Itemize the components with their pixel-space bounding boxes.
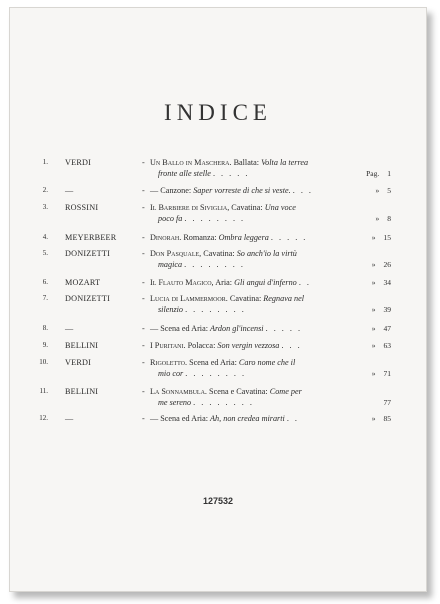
ditto-mark: » [375,186,380,195]
description-line [150,397,350,408]
page-number: 5 [387,186,391,195]
work-title: Don Pasquale, [150,249,202,258]
entry-description [150,357,350,379]
work-title: Rigoletto. [150,358,188,367]
entry-number: 4. [42,233,48,241]
entry-description [150,386,350,408]
piece-type: Scena ed Aria: [160,414,208,423]
description-line [150,233,307,242]
ditto-mark: » [371,233,376,242]
aria-incipit-continued: me sereno [158,398,192,407]
composer-name: — [65,186,74,195]
leader-dots: . . [286,414,299,423]
description-line [150,186,313,195]
work-title: I Puritani. [150,341,186,350]
aria-incipit-continued: magica [158,260,183,269]
entry-description [150,340,350,351]
page-reference [348,168,391,179]
entry-number: 3. [42,203,48,211]
page-reference [348,232,391,243]
leader-dots: . . . . . . . . [185,369,246,378]
entry-number: 12. [39,414,48,422]
piece-type: Cavatina: [231,203,263,212]
description-line [150,414,299,423]
leader-dots: . . . . . . . . [185,305,246,314]
piece-type: Polacca: [187,341,216,350]
composer-name: ROSSINI [65,203,99,212]
aria-incipit-continued: mio cor [158,369,184,378]
ditto-mark: » [371,341,376,350]
index-page [9,7,427,592]
page-number: 71 [383,369,391,378]
entry-number: 10. [39,358,48,366]
entry-number: 2. [42,186,48,194]
work-title: La Sonnambula. [150,387,207,396]
entry-description [150,293,350,315]
leader-dots: . . . . . . . . [193,398,254,407]
ditto-mark: » [371,324,376,333]
page-number: 1 [387,169,391,178]
description-line [150,387,302,396]
ditto-mark: » [371,278,376,287]
entry-description [150,248,350,270]
page-reference [348,397,391,408]
description-line [150,249,297,258]
entry-dash: - [142,233,145,242]
ditto-mark: » [375,214,380,223]
entry-number: 9. [42,341,48,349]
ditto-mark: » [371,260,376,269]
piece-type: Cavatina: [203,249,235,258]
entry-dash: - [142,249,145,258]
page-reference [348,259,391,270]
work-title: Dinorah. [150,233,182,242]
entry-number: 8. [42,324,48,332]
description-line [150,259,350,270]
work-title: — [150,414,159,423]
page-reference [348,277,391,288]
page-number: 39 [383,305,391,314]
page-title: INDICE [164,100,272,125]
entry-dash: - [142,324,145,333]
piece-type: Romanza: [183,233,217,242]
entry-dash: - [142,278,145,287]
description-line [150,213,350,224]
description-line [150,324,302,333]
composer-name: — [65,414,74,423]
entry-dash: - [142,294,145,303]
entry-description [150,185,350,196]
leader-dots: . . . . . [265,324,303,333]
aria-incipit: Ardon gl'incensi [210,324,264,333]
composer-name: VERDI [65,158,92,167]
piece-type: Scena ed Aria: [160,324,208,333]
ditto-mark: » [371,414,376,423]
page-number: 85 [383,414,391,423]
plate-number: 127532 [202,496,234,506]
description-line [150,158,308,167]
entry-dash: - [142,387,145,396]
description-line [150,203,296,212]
leader-dots: . . . [292,186,313,195]
aria-incipit-continued: poco fa [158,214,183,223]
composer-name: BELLINI [65,341,99,350]
description-line [150,278,311,287]
work-title: Il Flauto Magico, [150,278,214,287]
aria-incipit: Gli angui d'inferno [234,278,297,287]
composer-name: MOZART [65,278,101,287]
work-title: — [150,186,159,195]
description-line [150,304,350,315]
entry-dash: - [142,358,145,367]
page-number: 77 [383,398,391,407]
page-number: 47 [383,324,391,333]
page-reference [348,185,391,196]
page-reference [348,213,391,224]
aria-incipit: Son vergin vezzosa [217,341,280,350]
page-reference [348,304,391,315]
page-reference [348,340,391,351]
composer-name: DONIZETTI [65,294,110,303]
entry-number: 11. [39,387,48,395]
description-line [150,168,350,179]
page-reference [348,323,391,334]
page-reference [348,368,391,379]
entry-description [150,323,350,334]
entry-dash: - [142,203,145,212]
aria-incipit: So anch'io la virtù [236,249,297,258]
piece-type: Aria: [215,278,233,287]
ditto-mark: » [371,369,376,378]
entry-description [150,232,350,243]
aria-incipit: Regnava nel [263,294,304,303]
piece-type: Scena e Cavatina: [209,387,268,396]
page-number: 63 [383,341,391,350]
entry-description [150,202,350,224]
ditto-mark: » [371,305,376,314]
piece-type: Scena ed Aria: [189,358,237,367]
entry-description [150,413,350,424]
leader-dots: . . . . . [212,169,250,178]
leader-dots: . . . . . . . . [184,214,246,223]
page-reference [348,413,391,424]
description-line [150,358,295,367]
piece-type: Ballata: [233,158,260,167]
description-line [150,294,304,303]
work-title: Lucia di Lammermoor. [150,294,228,303]
entry-number: 6. [42,278,48,286]
aria-incipit-continued: fronte alle stelle [158,169,211,178]
piece-type: Canzone: [160,186,192,195]
leader-dots: . . . . . [270,233,308,242]
aria-incipit-continued: silenzio [158,305,184,314]
aria-incipit: Saper vorreste di che si veste. [193,186,291,195]
page-number: 8 [387,214,391,223]
entry-dash: - [142,414,145,423]
entry-dash: - [142,158,145,167]
aria-incipit: Come per [269,387,302,396]
page-number: 34 [383,278,391,287]
aria-incipit: Ombra leggera [218,233,269,242]
work-title: — [150,324,159,333]
entry-dash: - [142,186,145,195]
entry-dash: - [142,341,145,350]
page-label: Pag. [366,169,380,178]
composer-name: BELLINI [65,387,99,396]
aria-incipit: Ah, non credea mirarti [210,414,285,423]
composer-name: — [65,324,74,333]
aria-incipit: Volta la terrea [261,158,309,167]
aria-incipit: Caro nome che il [238,358,296,367]
aria-incipit: Una voce [264,203,296,212]
description-line [150,341,302,350]
description-line [150,368,350,379]
composer-name: VERDI [65,358,92,367]
page-number: 15 [383,233,391,242]
composer-name: DONIZETTI [65,249,110,258]
work-title: Un Ballo in Maschera. [150,158,232,167]
piece-type: Cavatina: [229,294,262,303]
leader-dots: . . [298,278,311,287]
entry-description [150,277,350,288]
composer-name: MEYERBEER [65,233,117,242]
page-number: 26 [383,260,391,269]
entry-description [150,157,350,179]
leader-dots: . . . . . . . . [184,260,245,269]
entry-number: 5. [42,249,48,257]
entry-number: 1. [42,158,48,166]
work-title: Il Barbiere di Siviglia, [150,203,230,212]
entry-number: 7. [42,294,48,302]
leader-dots: . . . [281,341,302,350]
